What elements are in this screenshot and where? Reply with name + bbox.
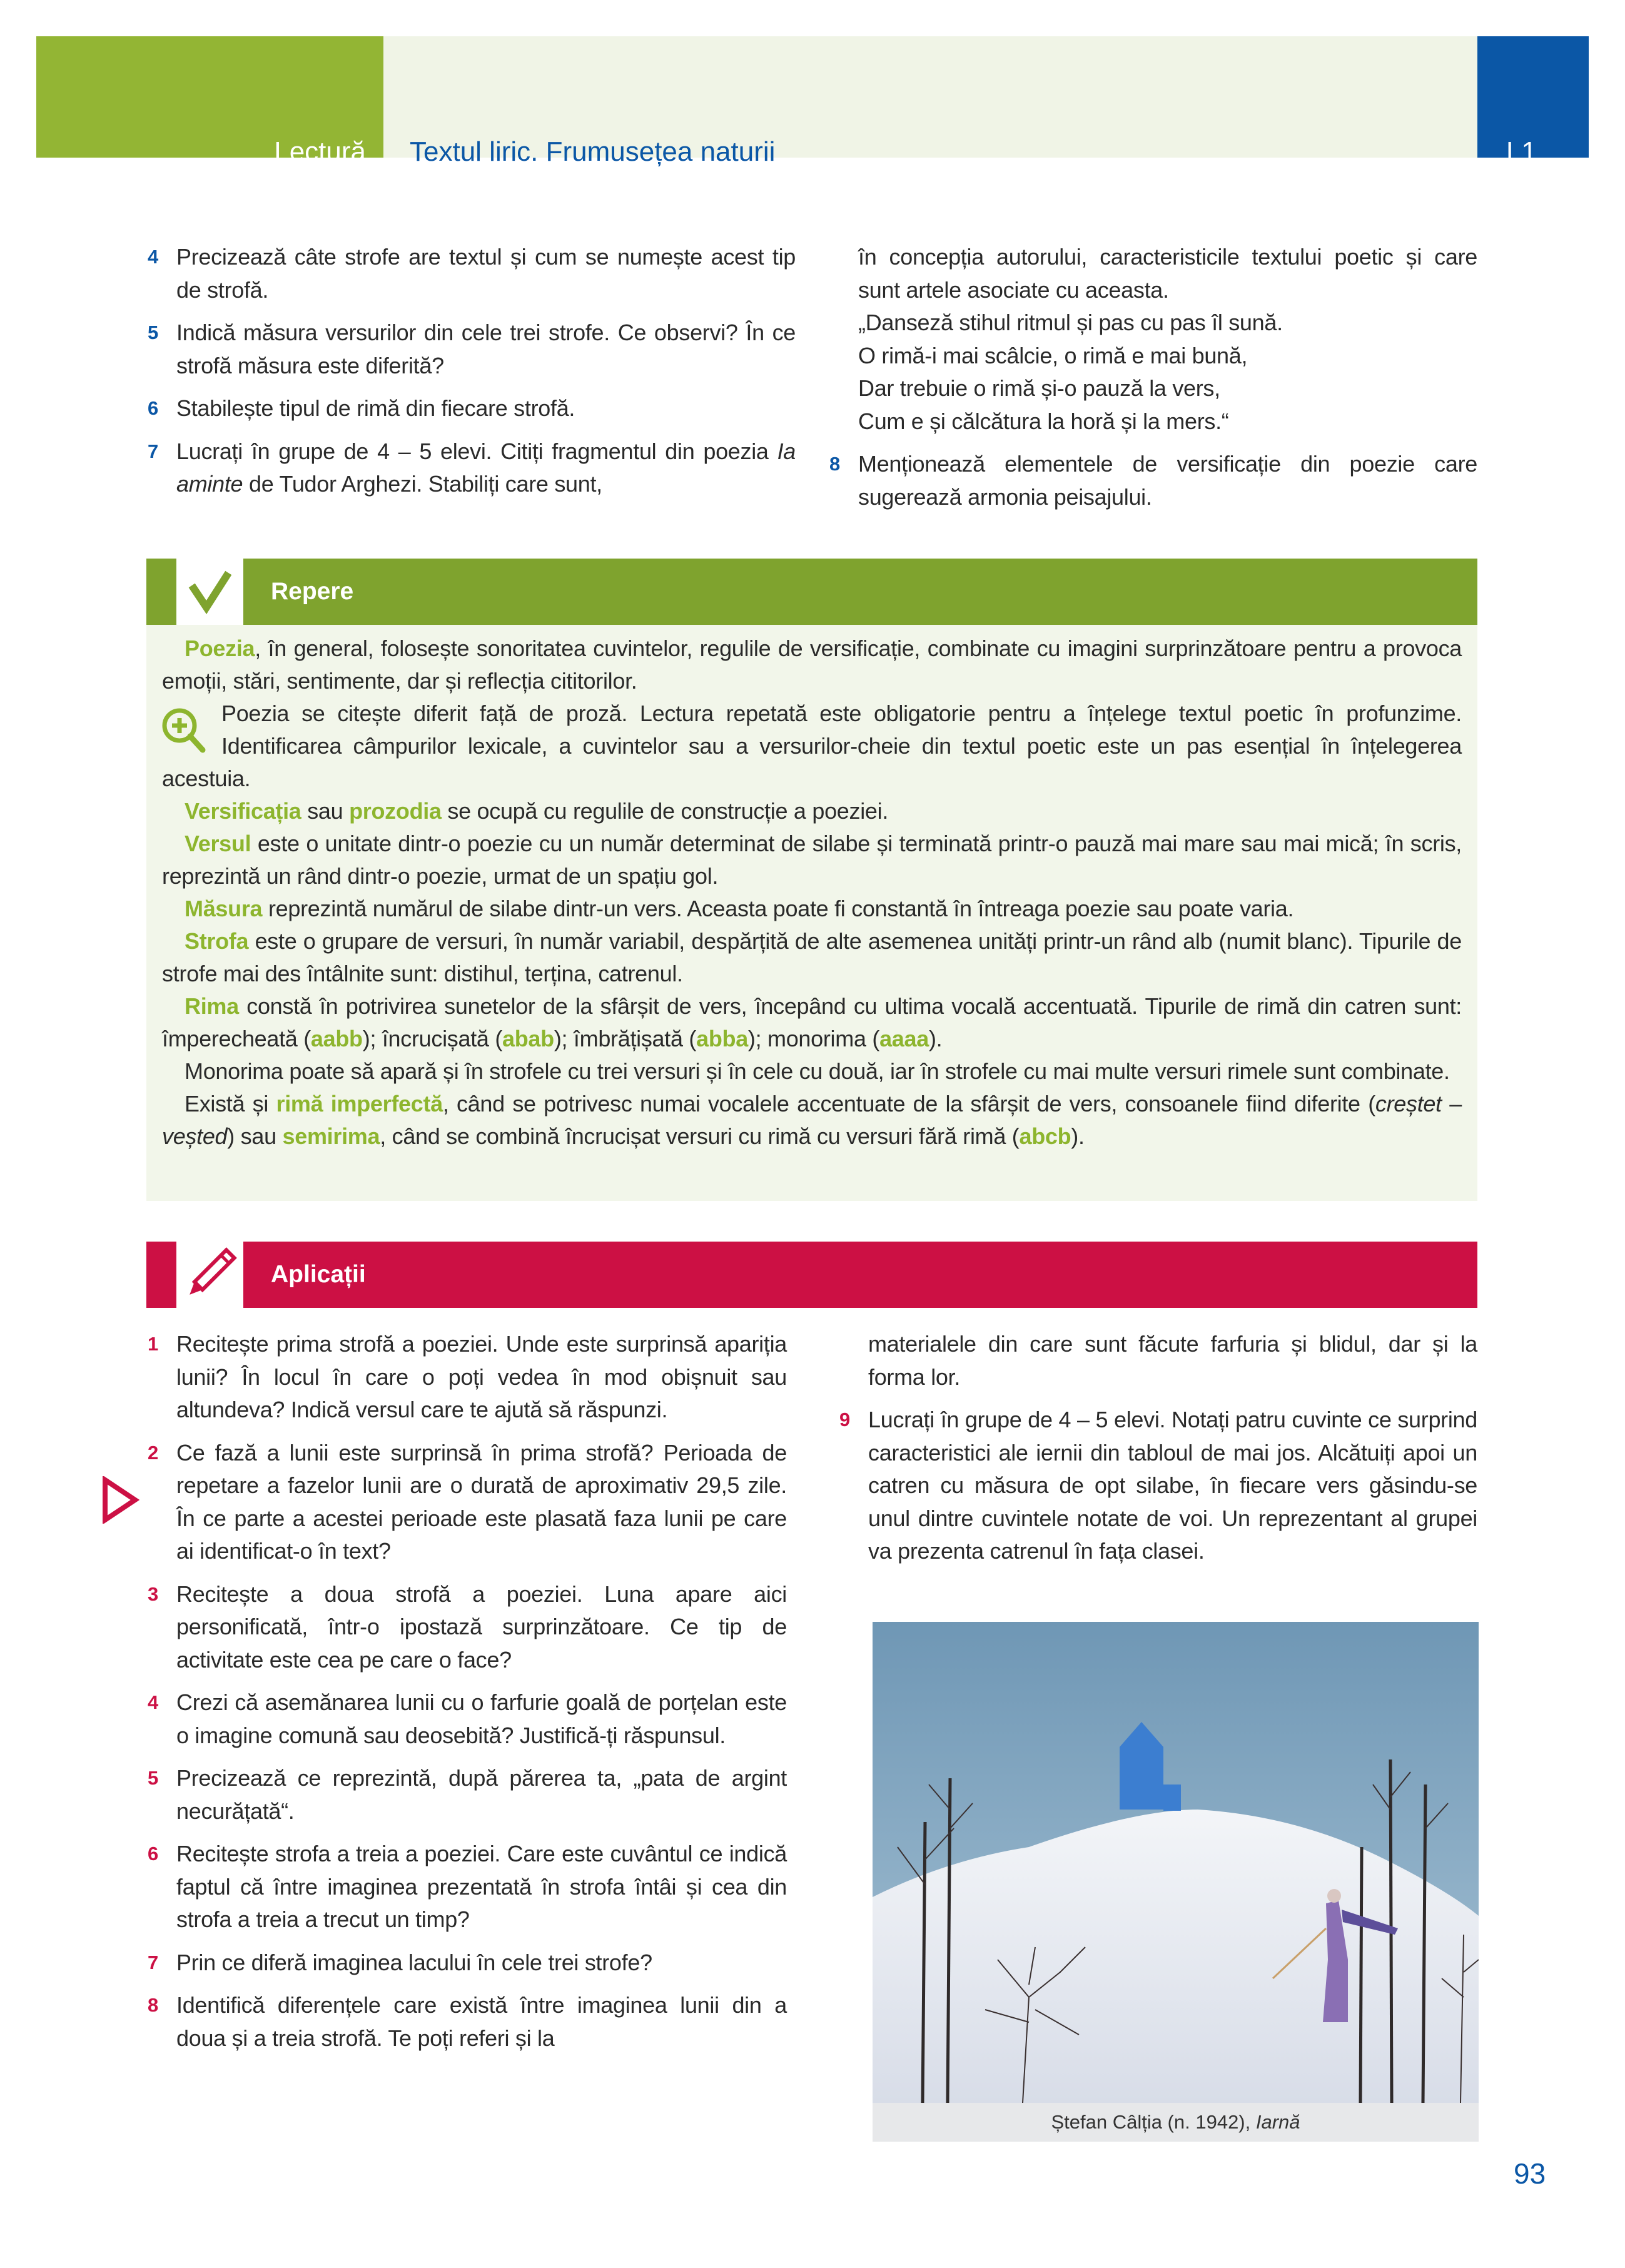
question-text: Ce fază a lunii este surprinsă în prima strofă? Perioada de repetare a fazelor lunii are o durată de aproximativ 29,5 zile. În ce parte a acestei perioade este plasată faza lunii pe care ai identificat-o în text? <box>176 1439 787 1564</box>
question-text: Recitește strofa a treia a poeziei. Care este cuvântul ce indică faptul că între imaginea prezentată în strofa întâi și cea din strofa a treia a trecut un timp? <box>176 1841 787 1932</box>
top-left-column <box>148 241 796 511</box>
question-item <box>148 1762 787 1828</box>
key-term: abba <box>696 1026 748 1051</box>
question-number: 4 <box>148 246 158 268</box>
question-continuation: în concepția autorului, caracteristicile textului poetic și care sunt artele asociate cu aceasta. <box>858 244 1477 303</box>
question-number: 6 <box>148 1843 158 1865</box>
poem-title: Ia aminte <box>176 438 796 497</box>
page-number: 93 <box>1514 2157 1546 2190</box>
repere-header <box>243 559 1477 625</box>
question-number: 9 <box>839 1409 850 1430</box>
repere-title: Repere <box>271 578 354 605</box>
paragraph-text: este o grupare de versuri, în număr variabil, despărțită de alte asemenea unități printr-un rând alb (numit blanc). Tipurile de strofe mai des întâlnite sunt: distihul, terțina, catrenul. <box>162 928 1462 986</box>
question-text: Recitește a doua strofă a poeziei. Luna apare aici personificată, într-o ipostază surprinzătoare. Ce tip de activitate este cea pe care o face? <box>176 1581 787 1673</box>
lesson-code: L1 <box>1506 136 1537 167</box>
question-text: Precizează câte strofe are textul și cum se numește acest tip de strofă. <box>176 244 796 303</box>
question-text: Lucrați în grupe de 4 – 5 elevi. Notați patru cuvinte ce surprind caracteristici ale iernii din tabloul de mai jos. Alcătuiți apoi un catren cu măsura de opt silabe, în fiecare vers găsindu-se unul dintre cuvintele notate de voi. Un reprezentant al grupei va prezenta catrenul în fața clasei. <box>868 1407 1477 1564</box>
paragraph-text: , în general, folosește sonoritatea cuvintelor, regulile de versificație, combinate cu imagini surprinzătoare pentru a provoca emoții, stări, sentimente, dar și reflecția cititorilor. <box>162 635 1462 694</box>
verse-line: Cum e și călcătura la horă și la mers.“ <box>858 408 1229 434</box>
question-number: 2 <box>148 1441 158 1464</box>
question-number: 8 <box>829 453 840 475</box>
paragraph-text: ); monorima ( <box>747 1026 880 1051</box>
checkmark-icon <box>176 559 243 625</box>
section-tab <box>36 36 383 167</box>
lesson-badge <box>1477 36 1589 167</box>
paragraph-text: se ocupă cu regulile de construcție a poeziei. <box>441 798 889 824</box>
paragraph-text: ). <box>928 1026 943 1051</box>
repere-paragraph <box>162 828 1462 893</box>
paragraph-text: ). <box>1071 1123 1085 1149</box>
question-item <box>148 1578 787 1677</box>
paragraph-text: reprezintă numărul de silabe dintr-un vers. Aceasta poate fi constantă în întreaga poezie sau poate varia. <box>262 896 1294 921</box>
question-text: Lucrați în grupe de 4 – 5 elevi. Citiți fragmentul din poezia <box>176 438 777 464</box>
question-number: 6 <box>148 397 158 419</box>
question-text: Recitește prima strofă a poeziei. Unde este surprinsă apariția lunii? În locul în care o poți vedea în mod obișnuit sau altundeva? Indică versul care te ajută să răspunzi. <box>176 1331 787 1422</box>
example-word: veșted <box>162 1123 228 1149</box>
lesson-title: Textul liric. Frumusețea naturii <box>410 136 776 167</box>
paragraph-text: Monorima poate să apară și în strofele cu trei versuri și în cele cu două, iar în strofele cu mai multe versuri rimele sunt combinate. <box>185 1058 1450 1084</box>
paragraph-text: sau <box>301 798 350 824</box>
question-item <box>148 435 796 501</box>
question-item <box>148 1437 787 1568</box>
paragraph-text: , când se potrivesc numai vocalele accentuate de la sfârșit de vers, consoanele fiind diferite ( <box>442 1091 1375 1116</box>
key-term: Strofa <box>185 928 249 954</box>
play-arrow-icon <box>101 1476 140 1527</box>
aplicatii-stripe <box>146 1242 176 1308</box>
paragraph-text: Poezia se citește diferit față de proză. Lectura repetată este obligatorie pentru a înțelege textul poetic în profunzime. Identificarea câmpurilor lexicale, a cuvintelor sau a versurilor-cheie din textul poetic este un pas esențial în înțelegerea acestuia. <box>162 701 1462 791</box>
pencil-icon <box>176 1242 243 1308</box>
aplicatii-right-column <box>839 1328 1477 1578</box>
caption-author: Ștefan Câlția (n. 1942), <box>1051 2111 1256 2133</box>
question-item <box>148 1328 787 1427</box>
question-item <box>829 448 1477 514</box>
aplicatii-header <box>243 1242 1477 1308</box>
key-term: Versul <box>185 831 251 856</box>
key-term: aaaa <box>879 1026 929 1051</box>
key-term: aabb <box>310 1026 363 1051</box>
question-number: 4 <box>148 1691 158 1713</box>
key-term: Versificația <box>185 798 301 824</box>
question-item <box>148 392 796 425</box>
header-bar <box>383 36 1477 167</box>
paragraph-text: este o unitate dintr-o poezie cu un număr determinat de silabe și terminată printr-o pauză mai mare sau mai mică; în scris, reprezintă un rând dintr-o poezie, urmat de un spațiu gol. <box>162 831 1462 889</box>
question-number: 8 <box>148 1994 158 2016</box>
section-label: Lectură <box>274 136 366 167</box>
key-term: Rima <box>185 993 239 1019</box>
aplicatii-title: Aplicații <box>271 1261 366 1288</box>
key-term: Măsura <box>185 896 263 921</box>
example-word: creștet <box>1375 1091 1442 1116</box>
question-item <box>148 1686 787 1752</box>
question-text: Precizează ce reprezintă, după părerea ta, „pata de argint necurățată“. <box>176 1765 787 1824</box>
key-term: rimă imperfectă <box>276 1091 443 1116</box>
verse-quote <box>829 306 1477 438</box>
question-text: de Tudor Arghezi. Stabiliți care sunt, <box>243 471 602 497</box>
question-number: 1 <box>148 1333 158 1355</box>
verse-line: „Danseză stihul ritmul și pas cu pas îl sună. <box>858 310 1283 335</box>
repere-text <box>162 632 1462 1153</box>
paragraph-text: constă în potrivirea sunetelor de la sfârșit de vers, începând cu ultima vocală accentuată. Tipurile de rimă din catren sunt: împerecheată ( <box>162 993 1462 1051</box>
question-item <box>148 1947 787 1980</box>
question-item <box>839 1404 1477 1568</box>
key-term: Poezia <box>185 635 255 661</box>
repere-paragraph <box>162 697 1462 795</box>
caption-title: Iarnă <box>1255 2111 1300 2133</box>
paragraph-text: ); încrucișată ( <box>362 1026 503 1051</box>
question-item <box>148 316 796 382</box>
top-right-column <box>829 241 1477 524</box>
question-continuation: materialele din care sunt făcute farfuria și blidul, dar și la forma lor. <box>868 1331 1477 1390</box>
question-text: Menționează elementele de versificație din poezie care sugerează armonia peisajului. <box>858 451 1477 510</box>
question-number: 7 <box>148 1951 158 1973</box>
key-term: semirima <box>282 1123 380 1149</box>
repere-paragraph <box>162 893 1462 925</box>
question-number: 5 <box>148 1767 158 1789</box>
repere-paragraph <box>162 632 1462 697</box>
question-text: Identifică diferențele care există între imaginea lunii din a doua și a treia strofă. Te poți referi și la <box>176 1992 787 2051</box>
repere-paragraph <box>162 1055 1462 1088</box>
question-item <box>148 1989 787 2055</box>
verse-line: Dar trebuie o rimă și-o pauză la vers, <box>858 375 1220 401</box>
question-text: Crezi că asemănarea lunii cu o farfurie goală de porțelan este o imagine comună sau deosebită? Justifică-ți răspunsul. <box>176 1689 787 1748</box>
repere-paragraph <box>162 925 1462 990</box>
paragraph-text: – <box>1441 1091 1462 1116</box>
paragraph-text: ) sau <box>227 1123 283 1149</box>
key-term: abab <box>502 1026 554 1051</box>
repere-paragraph <box>162 1088 1462 1153</box>
painting-image <box>873 1622 1479 2103</box>
repere-box <box>146 625 1477 1201</box>
repere-paragraph <box>162 795 1462 828</box>
verse-line: O rimă-i mai scâlcie, o rimă e mai bună, <box>858 342 1248 368</box>
question-text: Stabilește tipul de rimă din fiecare strofă. <box>176 395 575 421</box>
question-number: 3 <box>148 1582 158 1605</box>
question-item <box>148 1838 787 1936</box>
question-text: Indică măsura versurilor din cele trei strofe. Ce observi? În ce strofă măsura este diferită? <box>176 320 796 378</box>
key-term: prozodia <box>349 798 442 824</box>
question-number: 7 <box>148 440 158 462</box>
repere-stripe <box>146 559 176 625</box>
icon-spacer <box>162 697 221 754</box>
aplicatii-left-column <box>148 1328 787 2065</box>
paragraph-text: , când se combină încrucișat versuri cu rimă cu versuri fără rimă ( <box>380 1123 1020 1149</box>
question-item <box>148 241 796 306</box>
painting-caption <box>873 2103 1479 2142</box>
key-term: abcb <box>1019 1123 1071 1149</box>
paragraph-text: Există și <box>185 1091 276 1116</box>
question-text: Prin ce diferă imaginea lacului în cele trei strofe? <box>176 1949 652 1975</box>
question-number: 5 <box>148 321 158 343</box>
paragraph-text: ); îmbrățișată ( <box>554 1026 697 1051</box>
repere-paragraph <box>162 990 1462 1055</box>
